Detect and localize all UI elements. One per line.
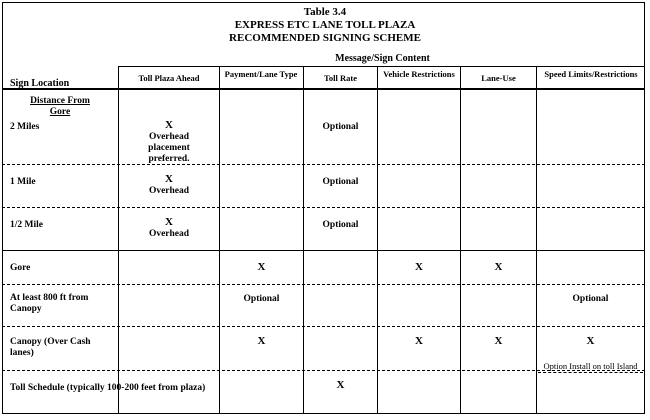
speed-limits-mark: X <box>586 335 595 347</box>
row-divider <box>2 207 645 208</box>
table-title: EXPRESS ETC LANE TOLL PLAZA <box>234 19 416 31</box>
col-header-speed-limits: Speed Limits/Restrictions <box>544 69 638 79</box>
col-header-lane-use: Lane-Use <box>481 73 516 83</box>
toll-rate-value: Optional <box>322 220 359 230</box>
col-header-toll-plaza-ahead: Toll Plaza Ahead <box>138 73 200 83</box>
toll-plaza-ahead-mark: X <box>165 119 173 131</box>
row-location: Gore <box>10 263 31 273</box>
column-divider <box>303 66 304 414</box>
toll-rate-value: Optional <box>322 177 359 187</box>
island-note-underline <box>538 372 643 373</box>
row-divider <box>2 284 645 285</box>
row-location: 1/2 Mile <box>10 220 43 230</box>
toll-rate-mark: X <box>336 379 345 391</box>
column-divider <box>118 66 119 414</box>
column-divider <box>219 66 220 414</box>
row-location: At least 800 ft from Canopy <box>10 293 89 314</box>
payment-lane-type-value: Optional <box>243 294 280 304</box>
row-divider <box>2 164 645 165</box>
sign-location-header: Sign Location <box>10 78 70 89</box>
toll-plaza-ahead-note: Overhead placement preferred. <box>148 132 190 164</box>
toll-rate-value: Optional <box>322 122 359 132</box>
lane-use-mark: X <box>494 335 503 347</box>
row-divider <box>2 250 645 251</box>
speed-limits-value: Optional <box>572 294 609 304</box>
column-divider <box>460 66 461 414</box>
row-location: 2 Miles <box>10 122 40 132</box>
header-bottom-rule <box>2 88 645 90</box>
toll-plaza-ahead-note: Overhead <box>148 186 190 196</box>
row-location: 1 Mile <box>10 177 36 187</box>
toll-plaza-ahead-mark: X <box>165 173 173 185</box>
col-header-payment-lane-type: Payment/Lane Type <box>224 69 298 79</box>
payment-lane-type-mark: X <box>257 261 266 273</box>
table-subtitle: RECOMMENDED SIGNING SCHEME <box>229 32 421 44</box>
vehicle-restrictions-mark: X <box>415 261 423 273</box>
message-sign-content-header: Message/Sign Content <box>335 53 430 64</box>
island-install-note: Option Install on toll Island <box>543 361 638 371</box>
vehicle-restrictions-mark: X <box>415 335 423 347</box>
row-divider <box>2 326 645 327</box>
column-divider <box>377 66 378 414</box>
table-number: Table 3.4 <box>303 6 347 18</box>
row-location: Toll Schedule (typically 100-200 feet from plaza) <box>10 383 206 393</box>
row-location: Canopy (Over Cash lanes) <box>10 337 91 358</box>
lane-use-mark: X <box>494 261 503 273</box>
col-header-toll-rate: Toll Rate <box>324 73 357 83</box>
toll-plaza-ahead-note: Overhead <box>148 229 190 239</box>
col-header-vehicle-restrictions: Vehicle Restrictions <box>383 69 455 79</box>
toll-plaza-ahead-mark: X <box>165 216 173 228</box>
group-header-rule <box>118 66 645 67</box>
distance-from-gore-label: Distance From Gore <box>30 96 90 117</box>
payment-lane-type-mark: X <box>257 335 266 347</box>
